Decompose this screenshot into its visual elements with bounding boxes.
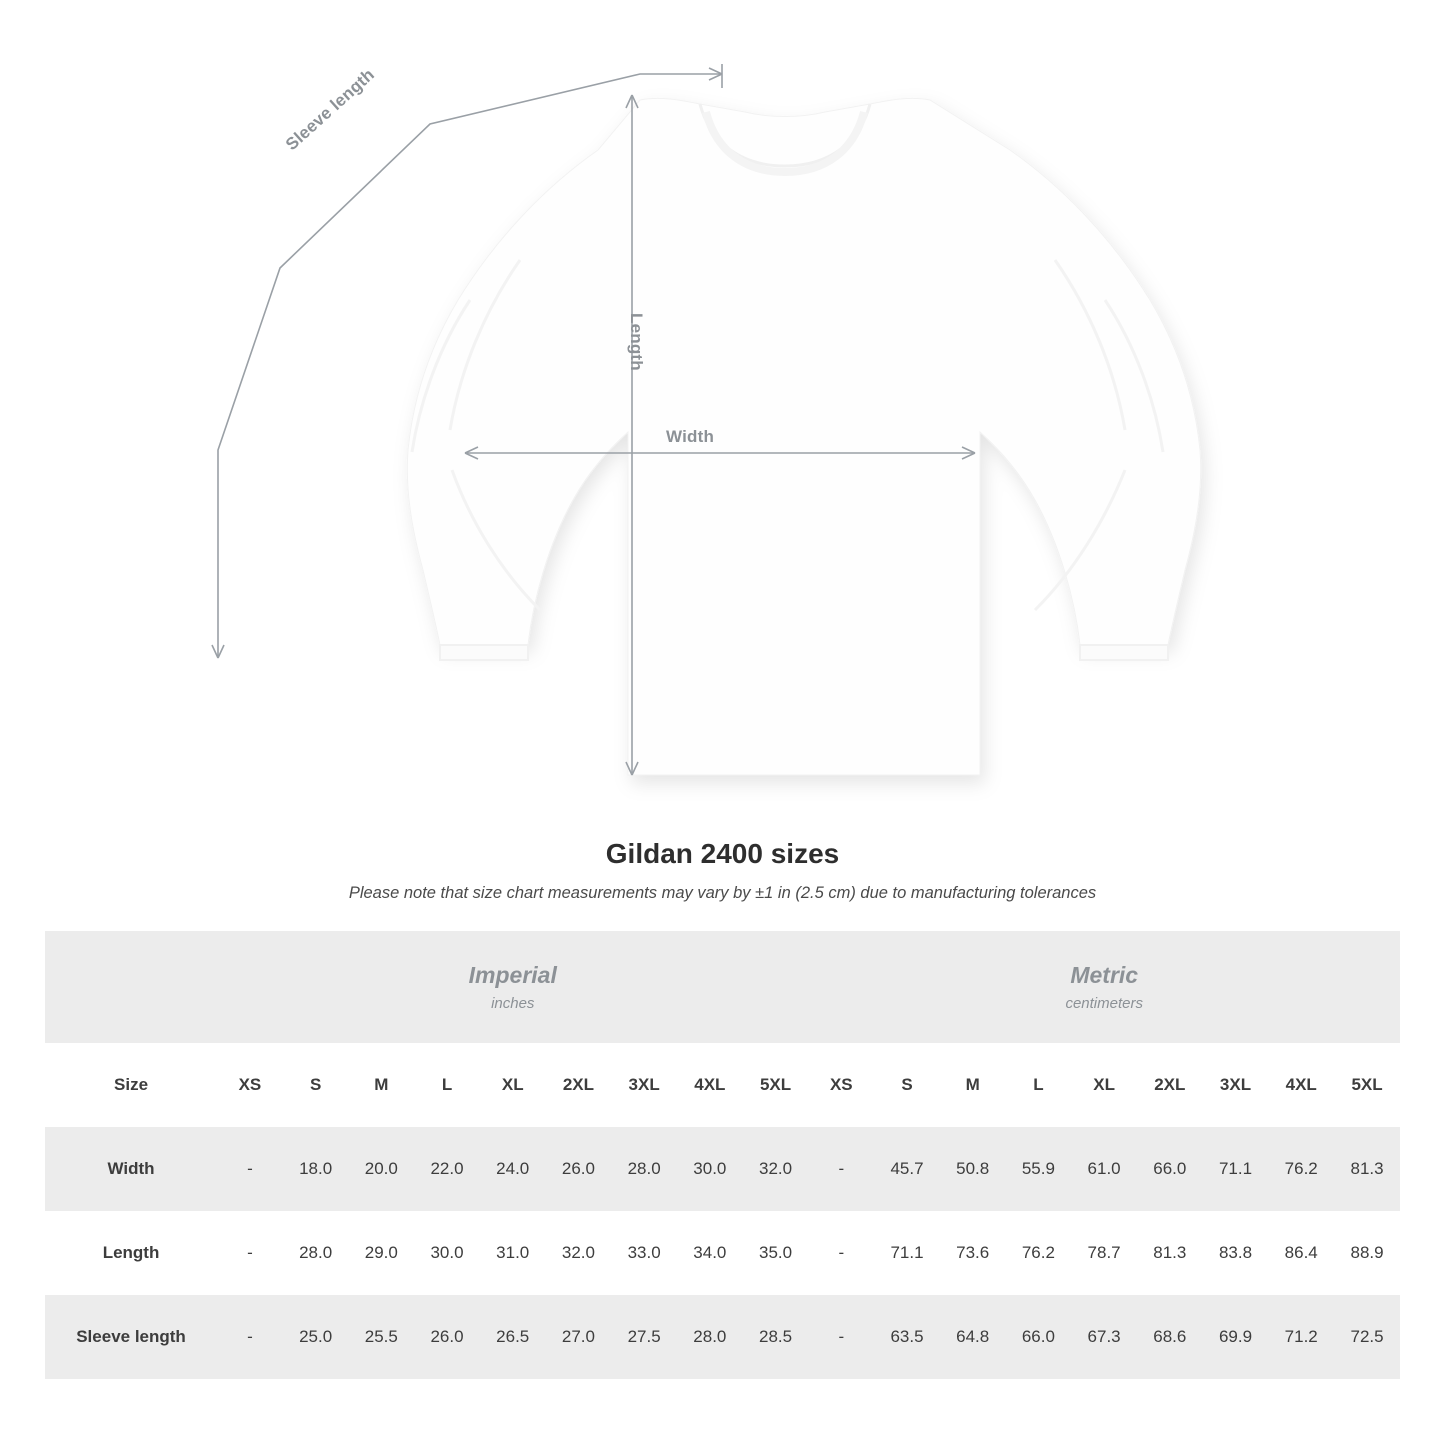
cell-length-metric-l: 76.2 [1021,1243,1055,1262]
cell-width-metric-3xl: 71.1 [1218,1159,1253,1178]
cell-length-metric-xs: - [838,1243,845,1262]
unit-header-imperial-title: Imperial [468,962,557,989]
cell-length-metric-3xl: 83.8 [1218,1243,1253,1262]
cell-length-imperial-5xl: 35.0 [759,1243,793,1262]
cell-width-imperial-xs: - [247,1159,253,1178]
cell-length-metric-4xl: 86.4 [1284,1243,1318,1262]
unit-header-imperial [217,931,808,1043]
page-title: Gildan 2400 sizes [605,838,840,869]
cell-sleeve-imperial-m: 25.5 [364,1327,398,1346]
sleeve-length-dimension-label: Sleeve length [282,64,379,155]
header-cell-size: Size [114,1075,149,1094]
cell-sleeve-metric-3xl: 69.9 [1218,1327,1253,1346]
header-cell-metric-l: L [1033,1075,1044,1094]
header-cell-imperial-m: M [374,1075,389,1094]
header-cell-metric-m: M [965,1075,980,1094]
header-cell-imperial-2xl: 2XL [562,1075,595,1094]
table-row [45,1295,1400,1379]
header-cell-metric-xs: XS [829,1075,853,1094]
header-cell-metric-4xl: 4XL [1285,1075,1317,1094]
cell-length-imperial-m: 29.0 [364,1243,398,1262]
row-label-length: Length [102,1243,160,1262]
unit-header-imperial-sub: inches [491,994,535,1012]
cell-length-imperial-2xl: 32.0 [561,1243,595,1262]
unit-header-spacer [45,931,217,1043]
size-table-wrapper [45,931,1400,1379]
header-cell-metric-xl: XL [1093,1075,1115,1094]
cell-width-metric-xs: - [838,1159,845,1178]
cell-width-imperial-xl: 24.0 [496,1159,530,1178]
cell-width-imperial-3xl: 28.0 [627,1159,661,1178]
cell-sleeve-metric-2xl: 68.6 [1153,1327,1187,1346]
unit-group-header-row [45,931,1400,1043]
unit-header-metric [808,931,1400,1043]
cell-sleeve-imperial-4xl: 28.0 [693,1327,727,1346]
cell-length-metric-5xl: 88.9 [1350,1243,1384,1262]
cell-width-imperial-m: 20.0 [364,1159,398,1178]
cell-sleeve-metric-m: 64.8 [956,1327,990,1346]
cell-sleeve-imperial-xs: - [247,1327,253,1346]
cell-width-metric-s: 45.7 [890,1159,924,1178]
cell-length-imperial-3xl: 33.0 [627,1243,661,1262]
cell-sleeve-metric-xl: 67.3 [1087,1327,1121,1346]
row-label-sleeve-length: Sleeve length [76,1327,186,1346]
cell-sleeve-imperial-5xl: 28.5 [759,1327,793,1346]
cell-length-imperial-xl: 31.0 [496,1243,530,1262]
header-cell-imperial-s: S [309,1075,322,1094]
cell-width-metric-l: 55.9 [1021,1159,1055,1178]
cell-sleeve-imperial-3xl: 27.5 [627,1327,661,1346]
header-cell-metric-3xl: 3XL [1219,1075,1252,1094]
cell-sleeve-metric-l: 66.0 [1021,1327,1055,1346]
cell-sleeve-imperial-l: 26.0 [430,1327,464,1346]
cell-length-metric-xl: 78.7 [1087,1243,1121,1262]
page-subtitle: Please note that size chart measurements may vary by ±1 in (2.5 cm) due to manufacturing tolerances [348,884,1097,902]
width-dimension-label: Width [666,427,715,446]
table-row [45,1211,1400,1295]
cell-width-imperial-4xl: 30.0 [693,1159,727,1178]
cuff-right [1080,645,1168,660]
cell-width-imperial-s: 18.0 [299,1159,333,1178]
header-cell-metric-5xl: 5XL [1351,1075,1383,1094]
cell-sleeve-metric-s: 63.5 [890,1327,924,1346]
cell-length-metric-2xl: 81.3 [1153,1243,1187,1262]
cell-width-imperial-2xl: 26.0 [561,1159,595,1178]
header-cell-metric-2xl: 2XL [1154,1075,1186,1094]
cell-sleeve-imperial-xl: 26.5 [496,1327,530,1346]
size-header-row [45,1043,1400,1127]
cell-width-metric-2xl: 66.0 [1153,1159,1187,1178]
cell-sleeve-metric-xs: - [838,1327,845,1346]
unit-header-metric-sub: centimeters [1065,994,1143,1012]
cell-width-metric-xl: 61.0 [1087,1159,1121,1178]
cell-width-imperial-5xl: 32.0 [759,1159,793,1178]
unit-header-metric-title: Metric [1070,962,1139,989]
header-cell-imperial-l: L [441,1075,453,1094]
cell-length-imperial-l: 30.0 [430,1243,464,1262]
cell-width-metric-m: 50.8 [956,1159,990,1178]
cell-length-metric-m: 73.6 [956,1243,990,1262]
table-row [45,1127,1400,1211]
cell-sleeve-imperial-2xl: 27.0 [561,1327,595,1346]
cell-length-metric-s: 71.1 [890,1243,924,1262]
cuff-left [440,645,528,660]
cell-sleeve-metric-4xl: 71.2 [1284,1327,1318,1346]
cell-length-imperial-s: 28.0 [299,1243,333,1262]
row-label-width: Width [107,1159,155,1178]
header-cell-imperial-5xl: 5XL [759,1075,792,1094]
cell-width-imperial-l: 22.0 [430,1159,464,1178]
cell-length-imperial-xs: - [247,1243,253,1262]
cell-sleeve-imperial-s: 25.0 [299,1327,333,1346]
shirt-silhouette [407,98,1200,775]
header-cell-imperial-4xl: 4XL [694,1075,726,1094]
size-table [45,931,1400,1379]
header-cell-imperial-xs: XS [238,1075,262,1094]
cell-length-imperial-4xl: 34.0 [693,1243,727,1262]
cell-width-metric-4xl: 76.2 [1284,1159,1318,1178]
length-dimension-label: Length [627,313,646,371]
cell-sleeve-metric-5xl: 72.5 [1350,1327,1384,1346]
header-cell-imperial-xl: XL [501,1075,524,1094]
header-cell-metric-s: S [901,1075,913,1094]
cell-width-metric-5xl: 81.3 [1350,1159,1384,1178]
header-cell-imperial-3xl: 3XL [628,1075,660,1094]
